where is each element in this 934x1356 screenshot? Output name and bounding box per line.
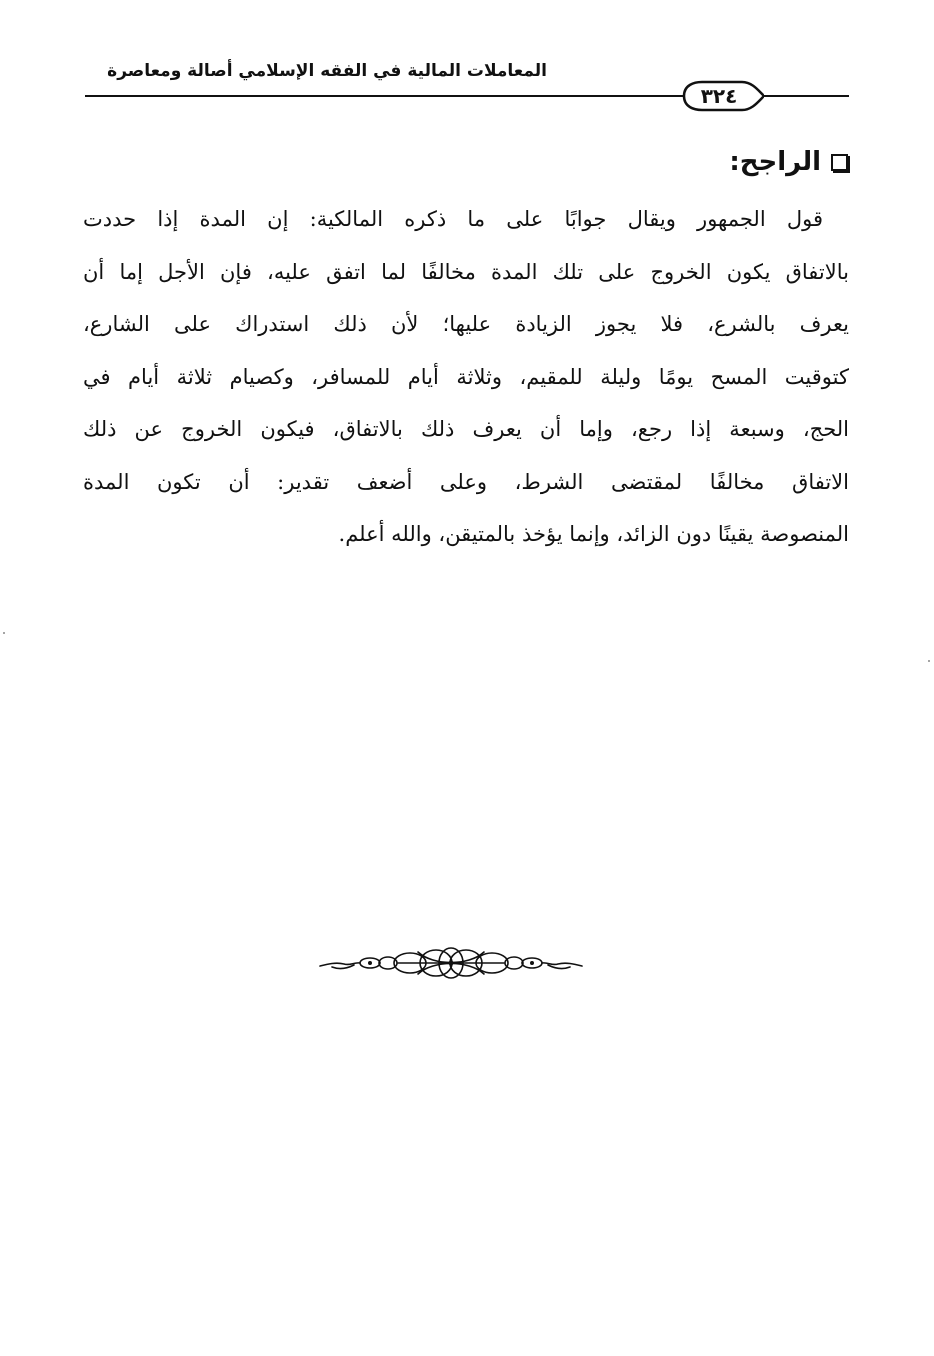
scan-speck [928, 660, 930, 662]
body-line: يعرف بالشرع، فلا يجوز الزيادة عليها؛ لأن ذلك استدراك على الشارع، [83, 312, 849, 336]
body-line: قول الجمهور ويقال جوابًا على ما ذكره المالكية: إن المدة إذا حددت [83, 207, 823, 231]
page-number-badge [680, 80, 764, 112]
body-line: بالاتفاق يكون الخروج على تلك المدة مخالفًا لما اتفق عليه، فإن الأجل إما أن [83, 259, 849, 284]
body-line: الاتفاق مخالفًا لمقتضى الشرط، وعلى أضعف تقدير: أن تكون المدة [83, 469, 849, 494]
body-line: المنصوصة يقينًا دون الزائد، وإنما يؤخذ بالمتيقن، والله أعلم. [338, 522, 849, 546]
body-line: كتوقيت المسح يومًا وليلة للمقيم، وثلاثة أيام للمسافر، وكصيام ثلاثة أيام في [83, 364, 849, 389]
section-heading-text: الراجح: [729, 147, 821, 177]
running-header-title: المعاملات المالية في الفقه الإسلامي أصالة ومعاصرة [107, 61, 547, 81]
body-paragraph [83, 193, 849, 561]
scan-speck [3, 632, 5, 634]
page-number: ٣٢٤ [700, 84, 738, 108]
body-line: الحج، وسبعة إذا رجع، وإما أن يعرف ذلك بالاتفاق، فيكون الخروج عن ذلك [83, 417, 849, 441]
checkbox-icon [831, 154, 848, 171]
decorative-ornament-icon [318, 946, 584, 982]
section-heading [729, 140, 848, 184]
